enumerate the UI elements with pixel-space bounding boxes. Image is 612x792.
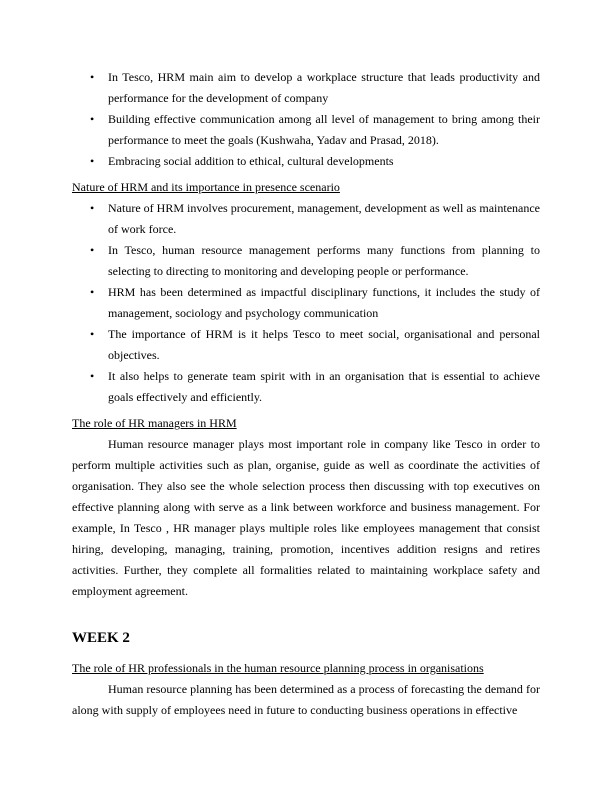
list-item: • HRM has been determined as impactful disciplinary functions, it includes the study of management, sociology and psychology communication xyxy=(108,282,540,324)
list-item: • Embracing social addition to ethical, cultural developments xyxy=(108,151,540,172)
list-item: • Building effective communication among all level of management to bring among their performance to meet the goals (Kushwaha, Yadav and Prasad, 2018). xyxy=(108,109,540,151)
list-item: • Nature of HRM involves procurement, management, development as well as maintenance of work force. xyxy=(108,198,540,240)
role-of-hr-managers-paragraph: Human resource manager plays most important role in company like Tesco in order to perform multiple activities such as plan, organise, guide as well as coordinate the activities of organisation. They also see the whole selection process then discussing with top executives on effective planning along with serve as a link between workforce and business management. For example, In Tesco , HR manager plays multiple roles like employees management that consist hiring, developing, managing, training, promotion, incentives addition resigns and retires activities. Further, they complete all formalities related to maintaining workplace safety and employment agreement. xyxy=(72,437,540,598)
list-item: • In Tesco, HRM main aim to develop a workplace structure that leads productivity and performance for the development of company xyxy=(108,67,540,109)
section-heading-hr-planning: The role of HR professionals in the human resource planning process in organisations xyxy=(72,661,484,675)
top-bullet-list xyxy=(72,67,540,172)
section-heading-nature-of-hrm: Nature of HRM and its importance in presence scenario xyxy=(72,180,340,194)
list-item: • It also helps to generate team spirit with in an organisation that is essential to achieve goals effectively and efficiently. xyxy=(108,366,540,408)
hr-planning-paragraph: Human resource planning has been determined as a process of forecasting the demand for along with supply of employees need in future to conducting business operations in effective xyxy=(72,682,540,717)
week-2-title: WEEK 2 xyxy=(72,630,130,646)
document-page xyxy=(72,67,540,721)
section-heading-role-of-hr-managers: The role of HR managers in HRM xyxy=(72,416,237,430)
list-item: • The importance of HRM is it helps Tesco to meet social, organisational and personal objectives. xyxy=(108,324,540,366)
nature-bullet-list xyxy=(72,198,540,408)
list-item: • In Tesco, human resource management performs many functions from planning to selecting to directing to monitoring and developing people or performance. xyxy=(108,240,540,282)
